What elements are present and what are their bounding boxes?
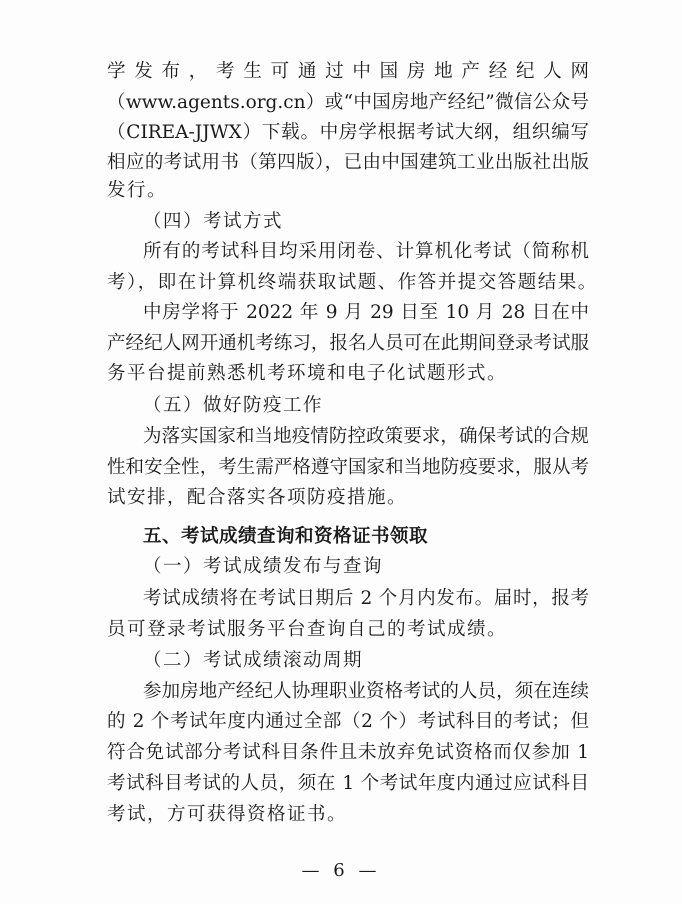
text-line: 产经纪人网开通机考练习，报名人员可在此期间登录考试服: [107, 333, 589, 354]
section-heading: （二）考试成绩滚动周期: [143, 650, 364, 671]
text-line: 学发布，考生可通过中国房地产经纪人网: [107, 61, 589, 82]
text-line: 考试成绩将在考试日期后 2 个月内发布。届时，报考: [143, 588, 589, 609]
text-line: 考试，方可获得资格证书。: [107, 804, 348, 825]
text-line: 性和安全性，考生需严格遵守国家和当地防疫要求，服从考: [107, 457, 589, 478]
section-heading: 五、考试成绩查询和资格证书领取: [143, 526, 429, 547]
text-line: 的 2 个考试年度内通过全部（2 个）考试科目的考试；但: [107, 711, 589, 732]
text-line: 相应的考试用书（第四版），已由中国建筑工业出版社出版: [107, 152, 589, 173]
text-line: 考），即在计算机终端获取试题、作答并提交答题结果。: [107, 272, 598, 293]
text-line: （www.agents.org.cn）或“中国房地产经纪”微信公众号: [107, 92, 589, 113]
text-line: 员可登录考试服务平台查询自己的考试成绩。: [107, 619, 508, 640]
text-line: 考试科目考试的人员，须在 1 个考试年度内通过应试科目: [107, 773, 589, 794]
section-heading: （五）做好防疫工作: [143, 395, 324, 416]
text-line: 试安排，配合落实各项防疫措施。: [107, 487, 408, 508]
text-line: 中房学将于 2022 年 9 月 29 日至 10 月 28 日在中: [143, 302, 589, 323]
page-number: — 6 —: [301, 860, 381, 881]
text-line: 务平台提前熟悉机考环境和电子化试题形式。: [107, 363, 508, 384]
text-line: 符合免试部分考试科目条件且未放弃免试资格而仅参加 1: [107, 742, 589, 763]
text-line: （CIREA-JJWX）下载。中房学根据考试大纲，组织编写: [107, 122, 589, 143]
text-line: 发行。: [107, 180, 168, 201]
section-heading: （四）考试方式: [143, 211, 284, 232]
text-line: 为落实国家和当地疫情防控政策要求，确保考试的合规: [143, 426, 589, 447]
text-line: 所有的考试科目均采用闭卷、计算机化考试（简称机: [143, 241, 589, 262]
section-heading: （一）考试成绩发布与查询: [143, 556, 384, 577]
text-line: 参加房地产经纪人协理职业资格考试的人员，须在连续: [143, 681, 589, 702]
